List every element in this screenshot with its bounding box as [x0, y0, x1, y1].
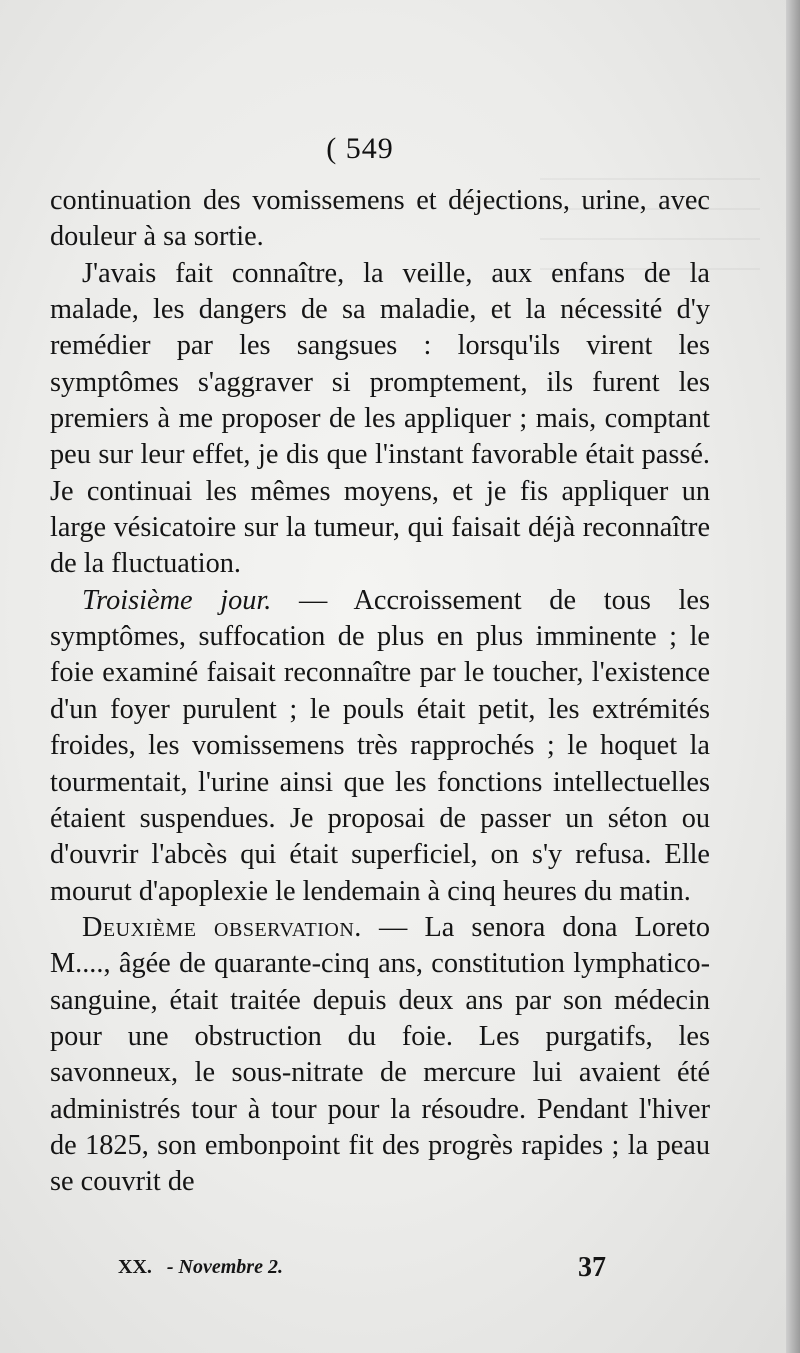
- signature-mark: XX.: [118, 1256, 152, 1278]
- issue-date: - Novembre 2.: [166, 1256, 283, 1278]
- body-text: [50, 183, 710, 1201]
- page-number-header: ( 549: [326, 132, 394, 165]
- paragraph-second-observation: [50, 910, 710, 1201]
- folio-number: 37: [578, 1252, 606, 1283]
- paragraph-third-day: [50, 583, 710, 910]
- third-day-heading: Troisième jour.: [82, 584, 272, 616]
- page-edge-shadow: [786, 0, 800, 1353]
- second-observation-heading: Deuxième observation.: [82, 911, 362, 943]
- page-footer: [118, 1252, 718, 1283]
- paragraph-sangsues: J'avais fait connaître, la veille, aux enfans de la malade, les dangers de sa maladie, et la nécessité d'y remédier par les sangsues : lorsqu'ils virent les symptômes s'aggraver si promptement, ils furent les premiers à me proposer de les appliquer ; mais, comptant peu sur leur effet, je dis que l'instant favorable était passé. Je continuai les mêmes moyens, et je fis appliquer un large vésicatoire sur la tumeur, qui faisait déjà reconnaître de la fluctuation.: [50, 257, 710, 580]
- third-day-text: — Accroissement de tous les symptômes, suffocation de plus en plus imminente ; le foie examiné faisait reconnaître par le toucher, l'existence d'un foyer purulent ; le pouls était petit, les extrémités froides, les vomissemens très rapprochés ; le hoquet la tourmentait, l'urine ainsi que les fonctions intellectuelles étaient suspendues. Je proposai de passer un séton ou d'ouvrir l'abcès qui était superficiel, on s'y refusa. Elle mourut d'apoplexie le lendemain à cinq heures du matin.: [50, 584, 710, 907]
- second-observation-text: — La senora dona Loreto M...., âgée de quarante-cinq ans, constitution lymphatico-sanguine, était traitée depuis deux ans par son médecin pour une obstruction du foie. Les purgatifs, les savonneux, le sous-nitrate de mercure lui avaient été administrés tour à tour pour la résoudre. Pendant l'hiver de 1825, son embonpoint fit des progrès rapides ; la peau se couvrit de: [50, 911, 711, 1198]
- paragraph-continuation: continuation des vomissemens et déjections, urine, avec douleur à sa sortie.: [50, 185, 710, 253]
